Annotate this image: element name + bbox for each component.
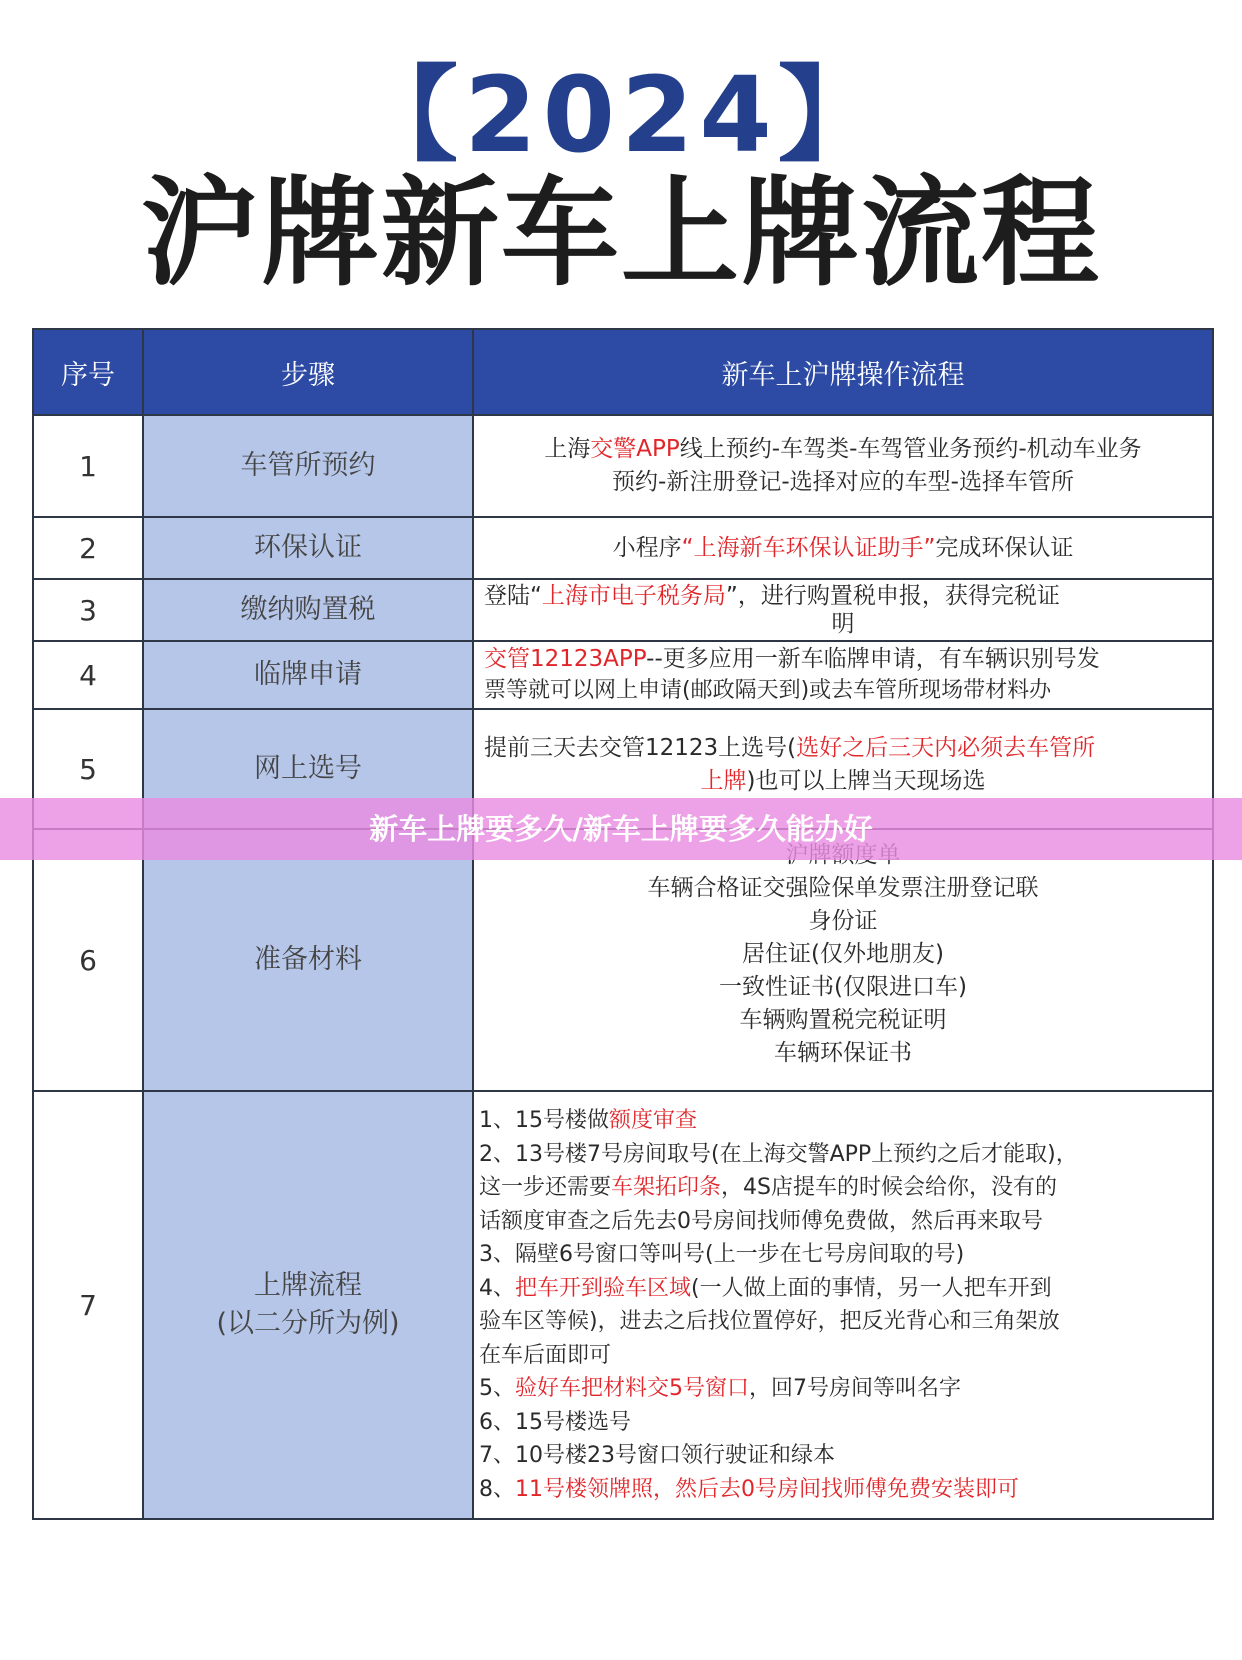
flow-text: ，回7号房间等叫名字 [749, 1376, 961, 1401]
row-index: 6 [33, 829, 143, 1091]
flow-text: 完成环保认证 [935, 534, 1074, 561]
process-table [32, 328, 1214, 1520]
flow-highlight: 交管12123APP [484, 646, 647, 672]
flow-text: 登陆“ [484, 583, 542, 609]
material-item: 居住证(仅外地朋友) [742, 941, 944, 967]
row-step: 准备材料 [143, 829, 473, 1091]
flow-text: 预约-新注册登记-选择对应的车型-选择车管所 [612, 469, 1074, 495]
row-index: 4 [33, 641, 143, 709]
table-row [33, 641, 1213, 709]
table-row [33, 579, 1213, 641]
flow-text: 7、10号楼23号窗口领行驶证和绿本 [479, 1443, 835, 1468]
flow-text: 6、15号楼选号 [479, 1409, 631, 1435]
flow-text: ”，进行购置税申报，获得完税证 [725, 583, 1060, 609]
flow-text: 线上预约-车驾类-车驾管业务预约-机动车业务 [679, 436, 1142, 462]
flow-text: ，4S店提车的时候会给你，没有的 [721, 1175, 1057, 1200]
material-item: 身份证 [808, 908, 878, 934]
flow-text: 3、隔壁6号窗口等叫号(上一步在七号房间取的号) [479, 1242, 965, 1267]
flow-text: 1、15号楼做 [479, 1108, 609, 1133]
table-row [33, 829, 1213, 1091]
row-step: 网上选号 [143, 709, 473, 829]
flow-text: 这一步还需要 [479, 1175, 612, 1200]
row-index: 7 [33, 1091, 143, 1519]
row-index: 3 [33, 579, 143, 641]
flow-text: 在车后面即可 [479, 1342, 612, 1368]
flow-text: (一人做上面的事情，另一人把车开到 [691, 1275, 1052, 1301]
flow-highlight: 上海市电子税务局 [541, 583, 726, 609]
flow-text: 票等就可以网上申请(邮政隔天到)或去车管所现场带材料办 [484, 678, 1052, 703]
material-item: 车辆合格证交强险保单发票注册登记联 [647, 875, 1039, 901]
flow-text: 话额度审查之后先去0号房间找师傅免费做，然后再来取号 [479, 1208, 1043, 1234]
flow-text: )也可以上牌当天现场选 [746, 768, 986, 794]
flow-highlight: 车架拓印条 [611, 1175, 722, 1200]
row-step: 临牌申请 [143, 641, 473, 709]
material-item: 一致性证书(仅限进口车) [719, 974, 967, 1000]
flow-highlight: 额度审查 [609, 1108, 698, 1133]
table-row [33, 415, 1213, 517]
header-step: 步骤 [143, 329, 473, 415]
flow-text: 明 [831, 611, 855, 637]
flow-text: 小程序 [612, 534, 682, 561]
material-item: 车辆购置税完税证明 [739, 1007, 947, 1033]
flow-text: --更多应用一新车临牌申请，有车辆识别号发 [646, 646, 1100, 672]
flow-highlight: 11号楼领牌照，然后去0号房间找师傅免费安装即可 [515, 1476, 1019, 1502]
row-flow [473, 641, 1213, 709]
header-index: 序号 [33, 329, 143, 415]
page-year-title: 【2024】 [354, 54, 888, 176]
row-step: 车管所预约 [143, 415, 473, 517]
flow-highlight: “上海新车环保认证助手” [681, 534, 936, 561]
row-step: 缴纳购置税 [143, 579, 473, 641]
row-flow [473, 517, 1213, 579]
flow-text: 2、13号楼7号房间取号(在上海交警APP上预约之后才能取)， [479, 1141, 1078, 1167]
row-step [143, 1091, 473, 1519]
row-flow [473, 579, 1213, 641]
row-flow [473, 1091, 1213, 1519]
flow-text: 上海 [544, 436, 591, 462]
overlay-banner: 新车上牌要多久/新车上牌要多久能办好 [0, 798, 1242, 860]
flow-highlight: 选好之后三天内必须去车管所 [796, 735, 1096, 761]
table-row [33, 1091, 1213, 1519]
header-flow: 新车上沪牌操作流程 [473, 329, 1213, 415]
material-item: 车辆环保证书 [774, 1040, 912, 1066]
flow-highlight: 把车开到验车区域 [515, 1275, 692, 1301]
flow-highlight: 上牌 [700, 768, 747, 794]
flow-highlight: 验好车把材料交5号窗口 [515, 1376, 749, 1401]
flow-text: 提前三天去交管12123上选号( [484, 735, 797, 761]
table-row [33, 517, 1213, 579]
row-flow [473, 415, 1213, 517]
row-index: 5 [33, 709, 143, 829]
row-index: 2 [33, 517, 143, 579]
row-step: 环保认证 [143, 517, 473, 579]
row-index: 1 [33, 415, 143, 517]
table-header-row [33, 329, 1213, 415]
page-main-title: 沪牌新车上牌流程 [140, 164, 1101, 302]
flow-text: 5、 [479, 1376, 515, 1401]
row-step-note: (以二分所为例) [216, 1308, 400, 1339]
flow-text: 4、 [479, 1275, 515, 1301]
flow-text: 验车区等候)，进去之后找位置停好，把反光背心和三角架放 [479, 1309, 1060, 1334]
flow-text: 8、 [479, 1476, 515, 1502]
row-step-title: 上牌流程 [254, 1270, 362, 1301]
flow-highlight: 交警APP [590, 436, 680, 462]
row-flow [473, 829, 1213, 1091]
